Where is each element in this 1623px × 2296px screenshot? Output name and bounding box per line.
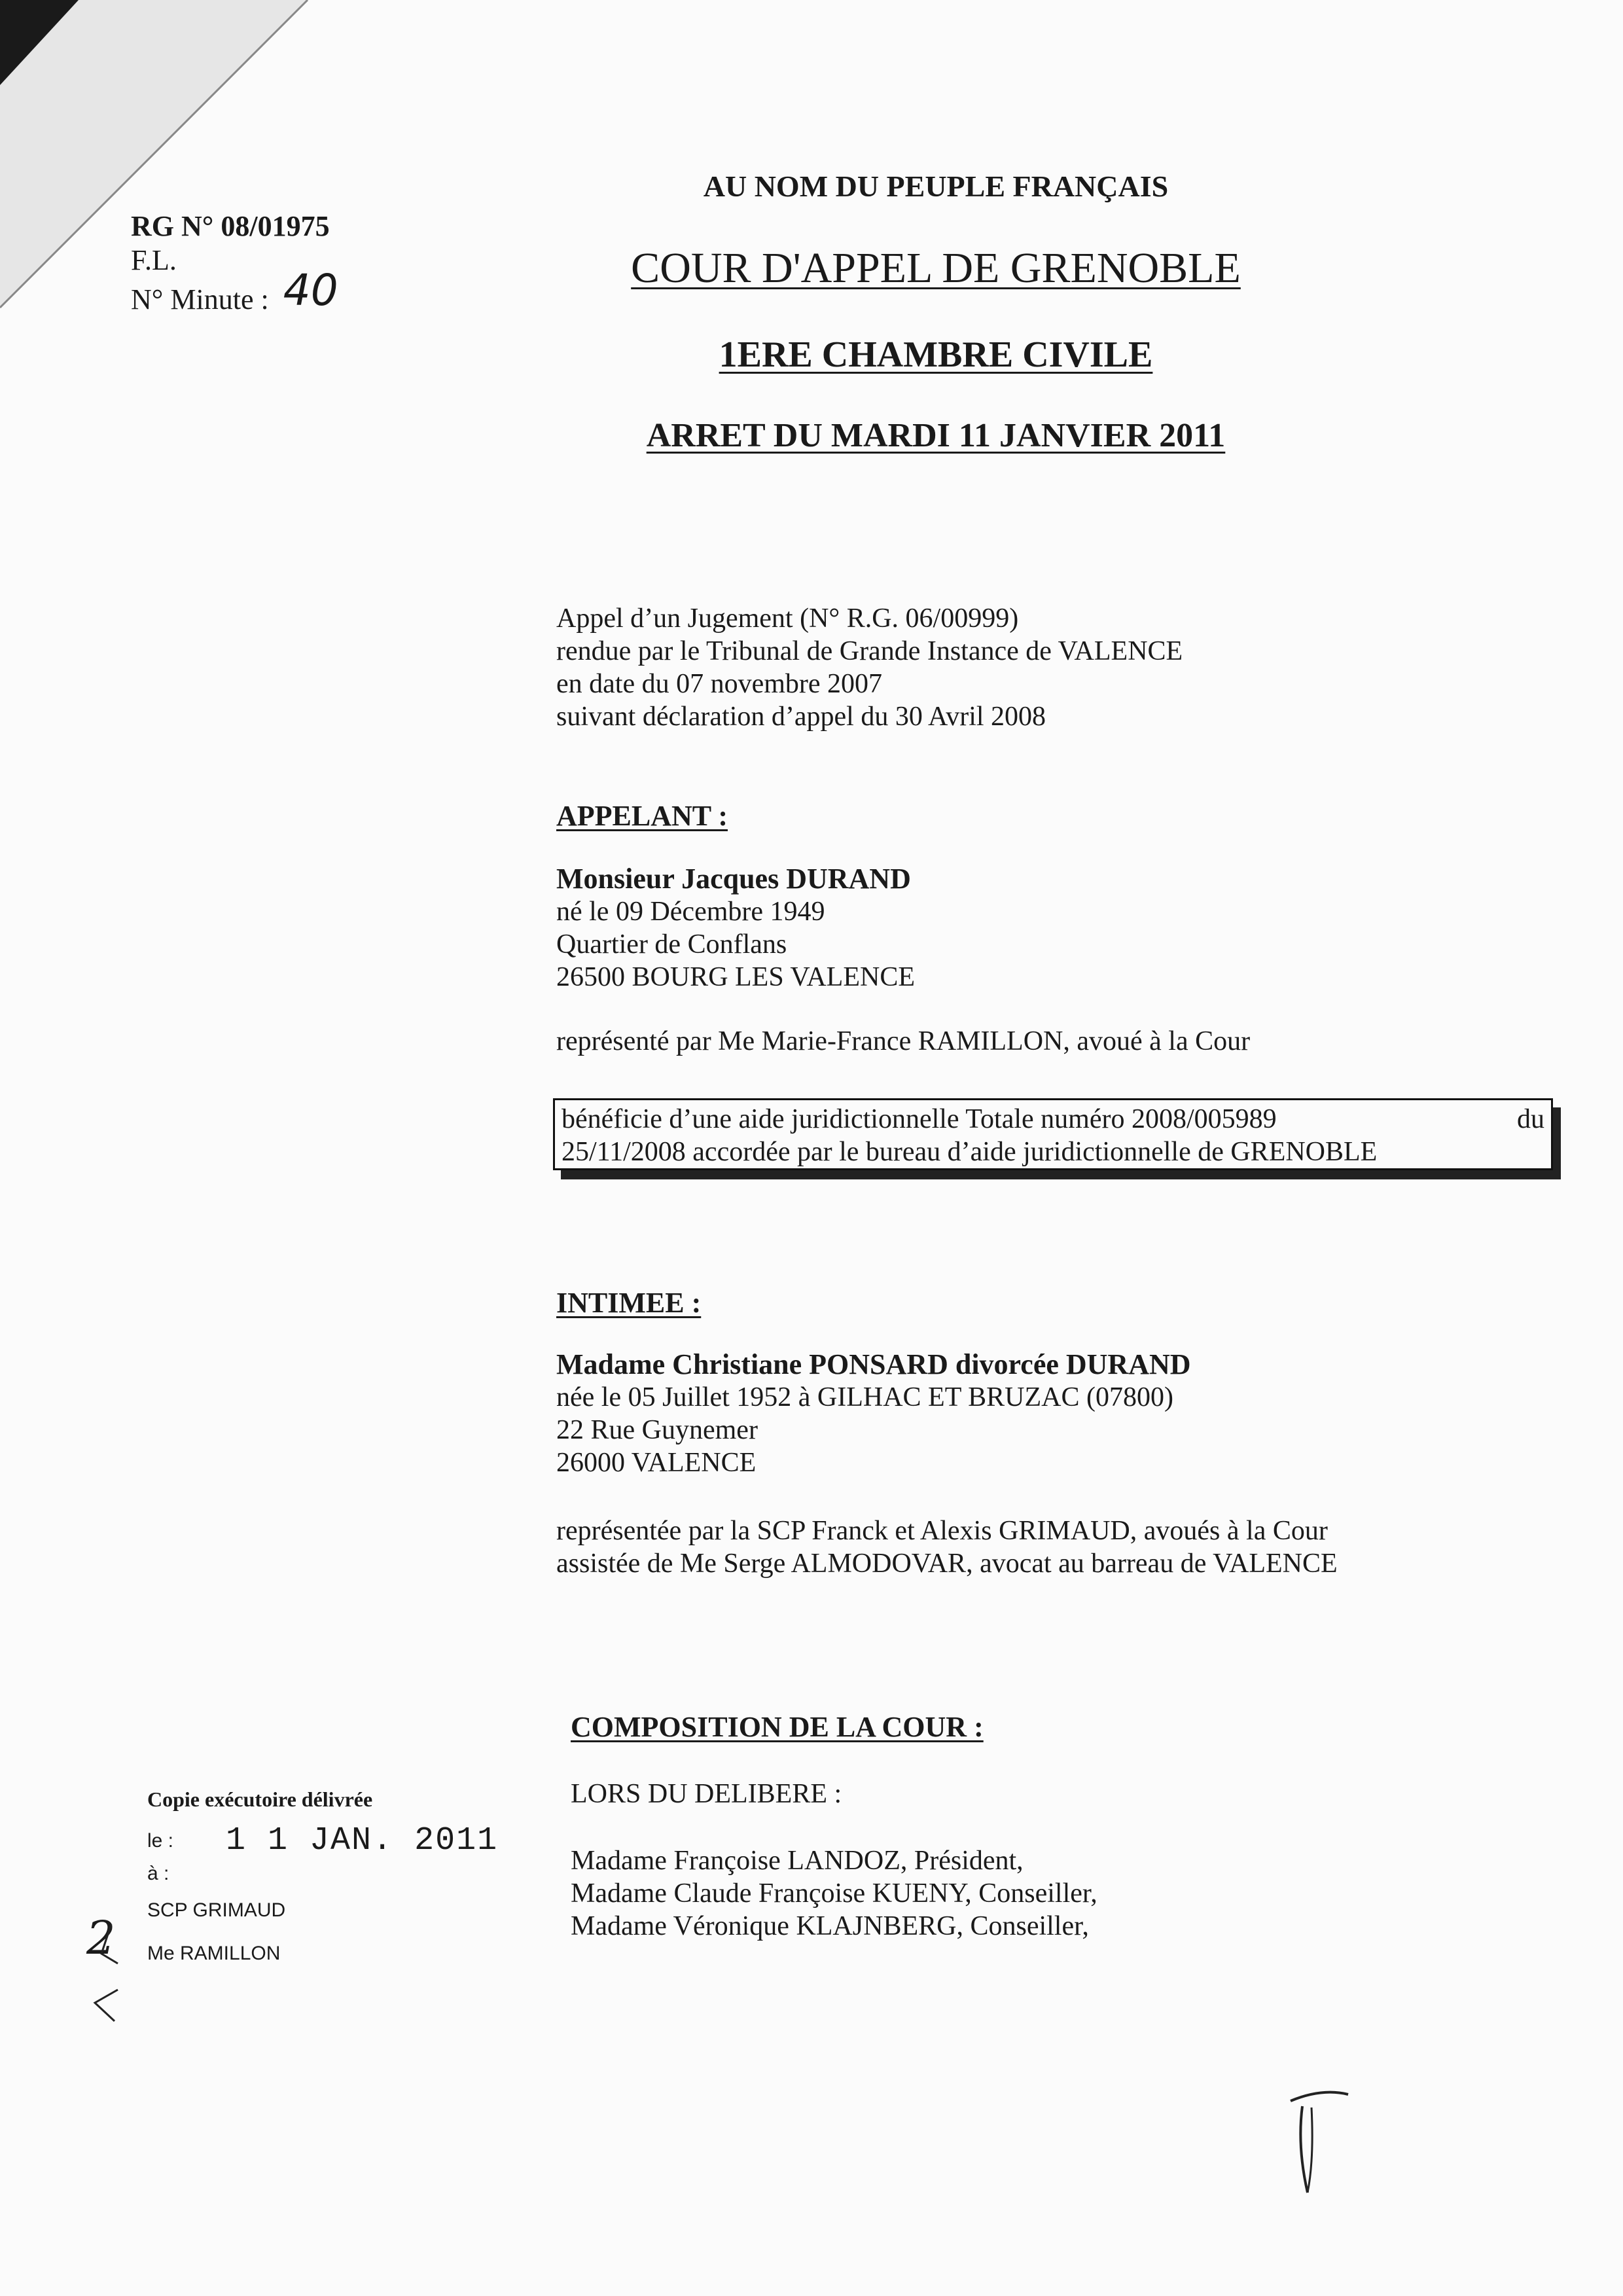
aid-line-2: 25/11/2008 accordée par le bureau d’aide juridictionnelle de GRENOBLE bbox=[562, 1137, 1378, 1167]
header-court: COUR D'APPEL DE GRENOBLE bbox=[631, 244, 1241, 292]
header-peuple: AU NOM DU PEUPLE FRANÇAIS bbox=[703, 170, 1169, 203]
handwritten-count: 2 bbox=[86, 1911, 116, 1965]
member: Madame Françoise LANDOZ, Président, bbox=[571, 1846, 1024, 1876]
handwritten-ticks bbox=[85, 1918, 137, 2022]
intimee-representation bbox=[556, 1515, 1338, 1580]
appelant-title: APPELANT : bbox=[556, 800, 728, 832]
intimee-title: INTIMEE : bbox=[556, 1287, 702, 1319]
appelant-section bbox=[556, 800, 728, 833]
appelant-name: Monsieur Jacques DURAND bbox=[556, 863, 911, 895]
appeal-line: en date du 07 novembre 2007 bbox=[556, 669, 883, 699]
copie-executoire bbox=[147, 1785, 498, 1967]
aid-line-1-end: du bbox=[1517, 1104, 1544, 1134]
recipient: Me RAMILLON bbox=[147, 1943, 281, 1964]
composition-title: COMPOSITION DE LA COUR : bbox=[571, 1711, 984, 1743]
date-stamp: 1 1 JAN. 2011 bbox=[226, 1822, 499, 1859]
intimee-details bbox=[556, 1348, 1191, 1479]
composition-members bbox=[571, 1844, 1097, 1943]
intimee-line: 22 Rue Guynemer bbox=[556, 1415, 758, 1445]
intimee-represented: représentée par la SCP Franck et Alexis GRIMAUD, avoués à la Cour bbox=[556, 1516, 1328, 1546]
minute-handwritten: 40 bbox=[283, 265, 338, 315]
minute-label: N° Minute : bbox=[131, 283, 269, 315]
legal-aid-box bbox=[553, 1098, 1553, 1170]
header-chamber: 1ERE CHAMBRE CIVILE bbox=[719, 334, 1153, 375]
fl-initials: F.L. bbox=[131, 244, 177, 276]
composition-section bbox=[571, 1711, 984, 1744]
copie-a-label: à : bbox=[147, 1863, 169, 1884]
copie-title: Copie exécutoire délivrée bbox=[147, 1787, 373, 1811]
composition-subtitle: LORS DU DELIBERE : bbox=[571, 1779, 842, 1809]
appeal-line: suivant déclaration d’appel du 30 Avril 2008 bbox=[556, 702, 1046, 732]
member: Madame Claude Françoise KUENY, Conseiller, bbox=[571, 1878, 1097, 1909]
intimee-name: Madame Christiane PONSARD divorcée DURAND bbox=[556, 1348, 1191, 1380]
appelant-representation: représenté par Me Marie-France RAMILLON, avoué à la Cour bbox=[556, 1026, 1251, 1056]
appeal-info bbox=[556, 602, 1183, 733]
appelant-line: né le 09 Décembre 1949 bbox=[556, 897, 825, 927]
appelant-line: Quartier de Conflans bbox=[556, 929, 787, 960]
header-arret: ARRET DU MARDI 11 JANVIER 2011 bbox=[646, 417, 1226, 454]
intimee-section bbox=[556, 1287, 701, 1319]
handwritten-initial bbox=[1283, 2081, 1361, 2199]
copie-date-line bbox=[147, 1822, 499, 1859]
aid-line-1: bénéficie d’une aide juridictionnelle Totale numéro 2008/005989 bbox=[562, 1104, 1277, 1134]
appeal-line: Appel d’un Jugement (N° R.G. 06/00999) bbox=[556, 603, 1019, 634]
recipient: SCP GRIMAUD bbox=[147, 1899, 286, 1921]
appelant-details bbox=[556, 863, 915, 994]
intimee-line: 26000 VALENCE bbox=[556, 1448, 757, 1478]
intimee-line: née le 05 Juillet 1952 à GILHAC ET BRUZAC (07800) bbox=[556, 1382, 1173, 1412]
copie-le-label: le : bbox=[147, 1830, 174, 1852]
rg-number: RG N° 08/01975 bbox=[131, 210, 330, 242]
appelant-line: 26500 BOURG LES VALENCE bbox=[556, 962, 915, 992]
intimee-assisted: assistée de Me Serge ALMODOVAR, avocat au barreau de VALENCE bbox=[556, 1549, 1338, 1579]
appeal-line: rendue par le Tribunal de Grande Instance de VALENCE bbox=[556, 636, 1183, 666]
member: Madame Véronique KLAJNBERG, Conseiller, bbox=[571, 1911, 1089, 1941]
